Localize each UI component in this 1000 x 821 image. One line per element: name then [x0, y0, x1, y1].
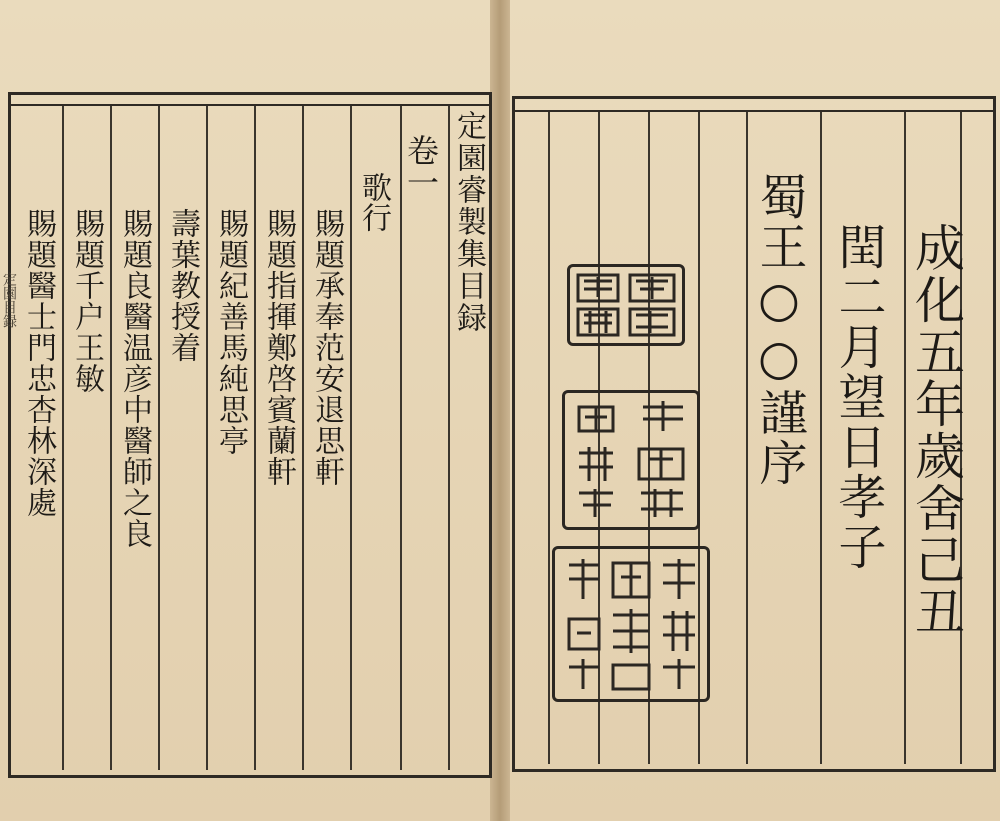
preface-author-line: 蜀王○○謹序	[751, 172, 807, 488]
toc-entry: 賜題指揮鄭啓賓蘭軒	[261, 208, 296, 487]
toc-title: 定園睿製集目録	[451, 110, 486, 334]
left-inner-border	[8, 104, 492, 106]
right-inner-border	[512, 110, 996, 112]
column-rule	[820, 112, 822, 764]
toc-entry: 壽葉教授着	[165, 208, 200, 363]
square-seal-icon	[552, 546, 710, 702]
column-rule	[904, 112, 906, 764]
volume-heading: 卷一	[402, 134, 440, 198]
page-margin-label: 定園目録	[1, 272, 17, 328]
column-rule	[448, 106, 450, 770]
column-rule	[350, 106, 352, 770]
square-seal-icon	[567, 264, 685, 346]
toc-entry: 賜題千户王敏	[69, 208, 104, 394]
book-gutter	[490, 0, 510, 821]
toc-entry: 賜題承奉范安退思軒	[309, 208, 344, 487]
column-rule	[302, 106, 304, 770]
show-through-texture	[660, 140, 701, 174]
toc-entry: 賜題醫士門忠杏林深處	[21, 208, 56, 518]
column-rule	[62, 106, 64, 770]
section-heading: 歌行	[356, 172, 391, 232]
toc-entry: 賜題良醫温彦中醫師之良	[117, 208, 152, 549]
column-rule	[110, 106, 112, 770]
column-rule	[254, 106, 256, 770]
column-rule	[158, 106, 160, 770]
column-rule	[548, 112, 550, 764]
preface-month-line: 閏二月望日孝子	[830, 222, 886, 572]
preface-date-line: 成化五年歲舍己丑	[907, 222, 965, 638]
column-rule	[746, 112, 748, 764]
column-rule	[400, 106, 402, 770]
column-rule	[206, 106, 208, 770]
square-seal-icon	[562, 390, 700, 530]
toc-entry: 賜題紀善馬純思亭	[213, 208, 248, 456]
